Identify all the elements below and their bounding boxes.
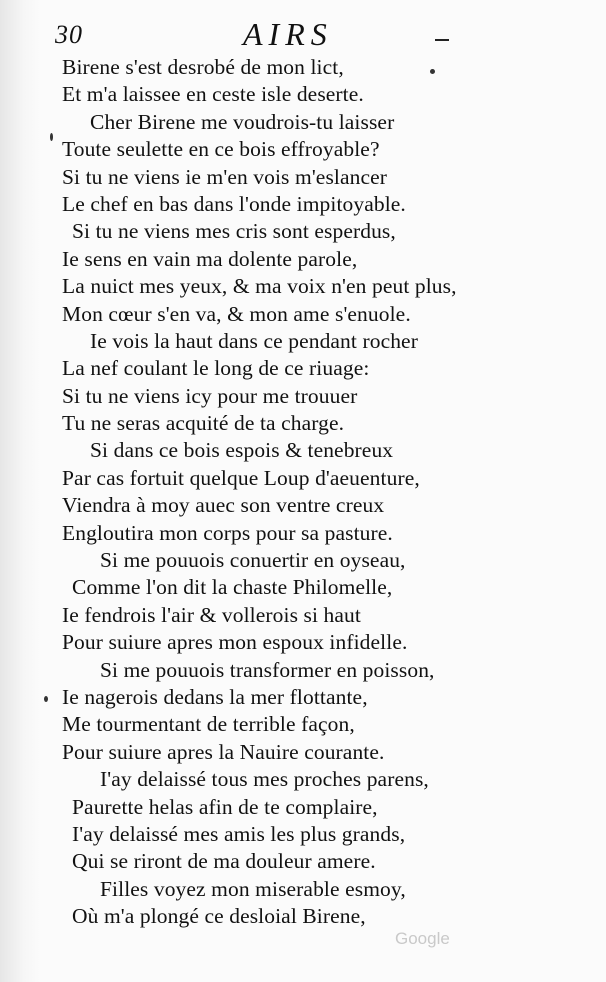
text-line: Ie fendrois l'air & vollerois si haut [62, 602, 361, 627]
text-line: Et m'a laissee en ceste isle deserte. [62, 82, 364, 107]
page-header [55, 16, 485, 56]
text-line: Mon cœur s'en va, & mon ame s'enuole. [62, 301, 411, 326]
text-line: Ie nagerois dedans la mer flottante, [62, 684, 368, 709]
text-line: Si tu ne viens icy pour me trouuer [62, 383, 358, 408]
text-line: Qui se riront de ma douleur amere. [72, 849, 376, 874]
text-line: Pour suiure apres mon espoux infidelle. [62, 630, 408, 655]
text-line: Si tu ne viens ie m'en vois m'eslancer [62, 164, 388, 189]
text-line: Viendra à moy auec son ventre creux [62, 493, 385, 518]
text-line: La nef coulant le long de ce riuage: [62, 356, 370, 381]
text-line: Si me pouuois transformer en poisson, [100, 657, 435, 682]
poem-text [62, 54, 532, 931]
google-watermark: Google [395, 929, 450, 948]
text-line: Toute seulette en ce bois effroyable? [62, 137, 380, 162]
running-head: AIRS [243, 16, 333, 52]
gutter-shadow [0, 0, 40, 982]
text-line: Me tourmentant de terrible façon, [62, 712, 355, 737]
text-line: Filles voyez mon miserable esmoy, [100, 876, 406, 901]
text-line: Si dans ce bois espois & tenebreux [90, 438, 394, 463]
page-number: 30 [55, 20, 83, 49]
text-line: I'ay delaissé mes amis les plus grands, [72, 821, 406, 846]
text-line: La nuict mes yeux, & ma voix n'en peut plus, [62, 274, 457, 299]
text-line: Paurette helas afin de te complaire, [72, 794, 378, 819]
text-line: Ie vois la haut dans ce pendant rocher [90, 328, 418, 353]
text-line: Où m'a plongé ce desloial Birene, [72, 904, 366, 929]
text-line: Engloutira mon corps pour sa pasture. [62, 520, 393, 545]
text-line: Par cas fortuit quelque Loup d'aeuenture, [62, 465, 420, 490]
header-rule [435, 39, 449, 41]
text-line: Tu ne seras acquité de ta charge. [62, 411, 345, 436]
text-line: Si me pouuois conuertir en oyseau, [100, 548, 406, 573]
text-line: Comme l'on dit la chaste Philomelle, [72, 575, 393, 600]
ink-speck [50, 133, 53, 141]
text-line: I'ay delaissé tous mes proches parens, [100, 767, 429, 792]
text-line: Le chef en bas dans l'onde impitoyable. [62, 191, 406, 216]
text-line: Si tu ne viens mes cris sont esperdus, [72, 219, 396, 244]
ink-speck [44, 696, 48, 702]
ink-speck [430, 69, 435, 74]
text-line: Cher Birene me voudrois-tu laisser [90, 109, 395, 134]
text-line: Ie sens en vain ma dolente parole, [62, 246, 358, 271]
text-line: Pour suiure apres la Nauire courante. [62, 739, 385, 764]
text-line: Birene s'est desrobé de mon lict, [62, 55, 344, 79]
